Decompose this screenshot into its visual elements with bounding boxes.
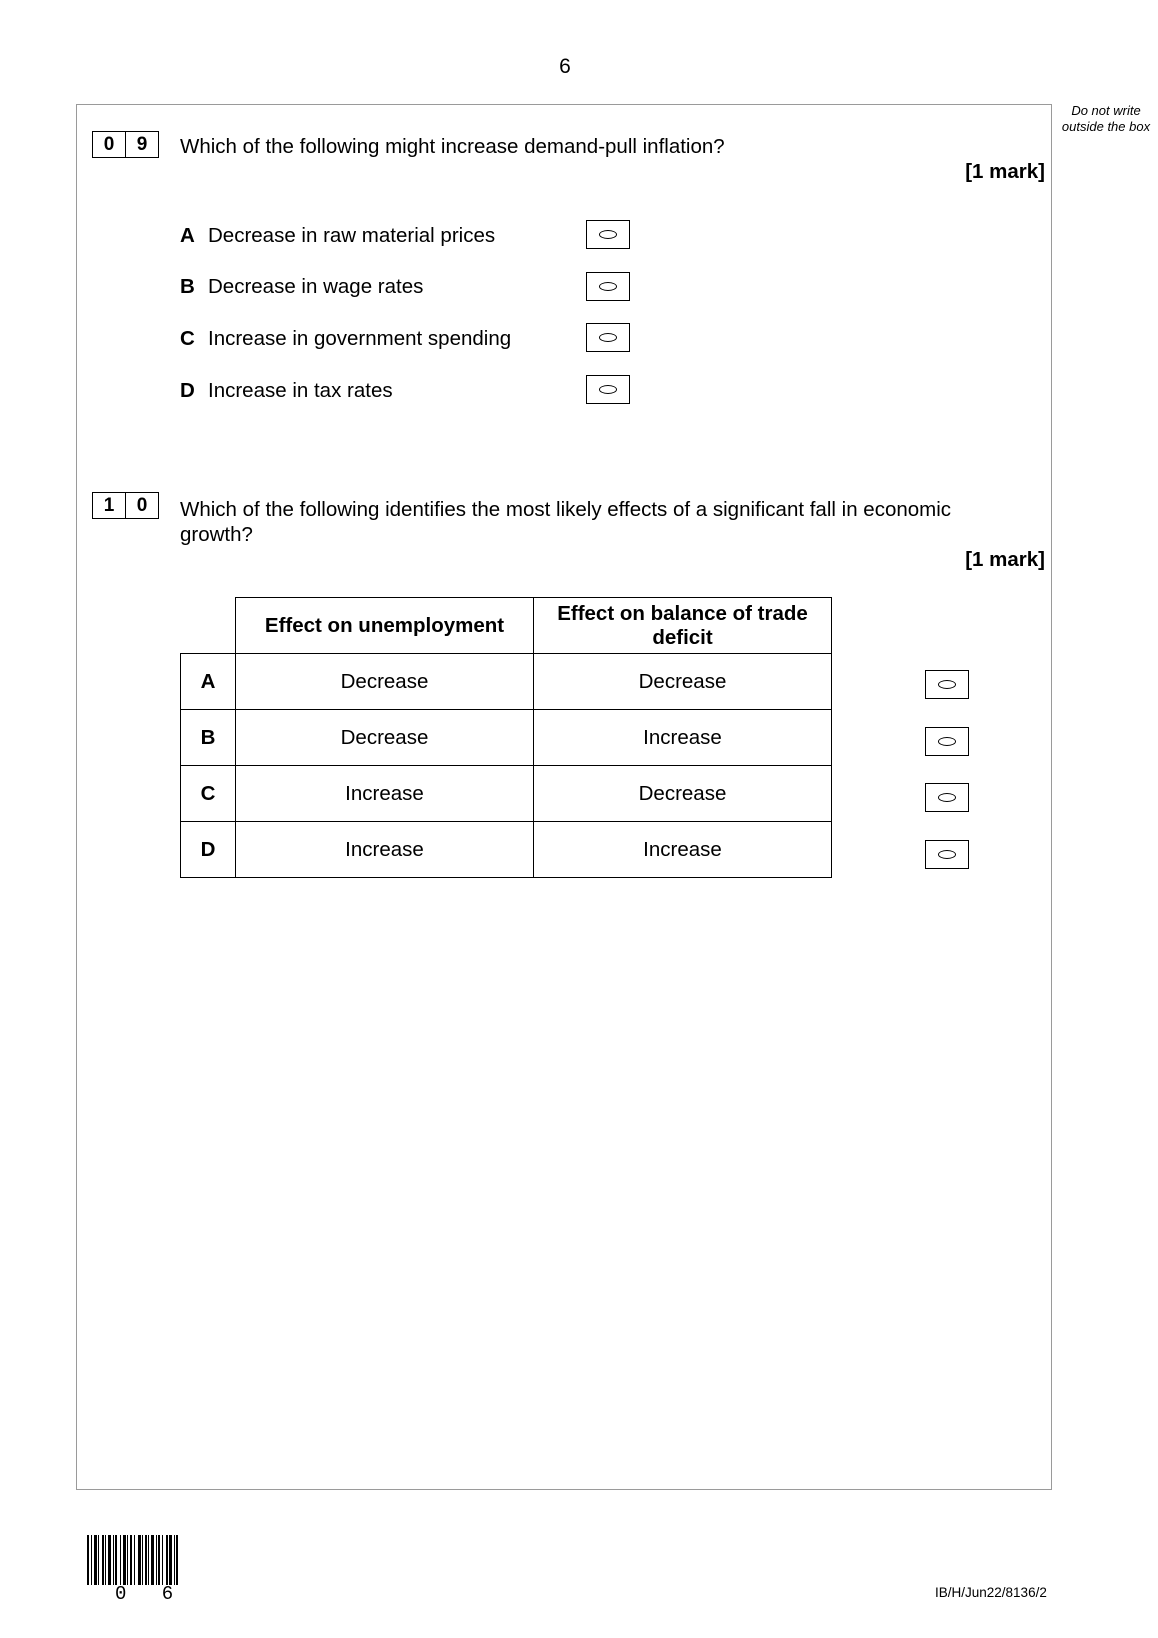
answer-box-d[interactable] xyxy=(586,375,630,404)
table-header-row xyxy=(181,598,832,654)
option-text: Decrease in wage rates xyxy=(208,275,424,298)
unemployment-cell: Increase xyxy=(236,822,534,878)
question-10-mark: [1 mark] xyxy=(965,548,1045,571)
table-row xyxy=(181,822,832,878)
table-row xyxy=(181,710,832,766)
row-letter: C xyxy=(181,766,236,822)
answer-lozenge xyxy=(599,282,617,291)
header-unemployment: Effect on unemployment xyxy=(236,598,534,654)
question-digit: 0 xyxy=(103,134,115,155)
answer-lozenge xyxy=(599,230,617,239)
answer-lozenge xyxy=(938,793,956,802)
question-10-text: Which of the following identifies the most likely effects of a significant fall in economic growth? xyxy=(180,498,952,546)
answer-box-10b[interactable] xyxy=(925,727,969,756)
unemployment-cell: Decrease xyxy=(236,710,534,766)
option-d xyxy=(180,379,393,403)
answer-box-b[interactable] xyxy=(586,272,630,301)
question-09-text: Which of the following might increase demand-pull inflation? xyxy=(180,135,725,158)
option-letter: C xyxy=(180,327,195,350)
trade-cell: Decrease xyxy=(534,766,832,822)
question-digit: 0 xyxy=(125,493,158,518)
barcode-digits: 0 6 xyxy=(115,1583,186,1605)
answer-lozenge xyxy=(938,680,956,689)
question-09-mark: [1 mark] xyxy=(965,160,1045,183)
option-text: Decrease in raw material prices xyxy=(208,224,496,247)
table-corner xyxy=(181,598,236,654)
table-row xyxy=(181,654,832,710)
answer-box-10d[interactable] xyxy=(925,840,969,869)
unemployment-cell: Decrease xyxy=(236,654,534,710)
paper-reference: IB/H/Jun22/8136/2 xyxy=(935,1585,1047,1600)
trade-cell: Increase xyxy=(534,710,832,766)
question-digit: 1 xyxy=(103,495,115,516)
row-letter: B xyxy=(181,710,236,766)
option-a xyxy=(180,224,495,248)
option-c xyxy=(180,327,511,351)
trade-cell: Increase xyxy=(534,822,832,878)
page-number: 6 xyxy=(559,55,571,78)
option-b xyxy=(180,275,423,299)
table-row xyxy=(181,766,832,822)
row-letter: D xyxy=(181,822,236,878)
question-number-09 xyxy=(92,131,159,158)
answer-lozenge xyxy=(599,385,617,394)
option-text: Increase in tax rates xyxy=(208,379,393,402)
question-digit: 9 xyxy=(125,132,158,157)
header-trade-deficit: Effect on balance of trade deficit xyxy=(534,598,832,654)
option-letter: D xyxy=(180,379,195,402)
margin-note: Do not write outside the box xyxy=(1061,103,1151,134)
answer-box-10c[interactable] xyxy=(925,783,969,812)
answer-lozenge xyxy=(938,737,956,746)
barcode xyxy=(87,1535,178,1585)
answer-box-10a[interactable] xyxy=(925,670,969,699)
question-number-10 xyxy=(92,492,159,519)
unemployment-cell: Increase xyxy=(236,766,534,822)
option-letter: B xyxy=(180,275,195,298)
row-letter: A xyxy=(181,654,236,710)
answer-lozenge xyxy=(599,333,617,342)
trade-cell: Decrease xyxy=(534,654,832,710)
answer-lozenge xyxy=(938,850,956,859)
answer-box-a[interactable] xyxy=(586,220,630,249)
option-text: Increase in government spending xyxy=(208,327,512,350)
option-letter: A xyxy=(180,224,195,247)
effects-table xyxy=(180,597,832,878)
answer-box-c[interactable] xyxy=(586,323,630,352)
